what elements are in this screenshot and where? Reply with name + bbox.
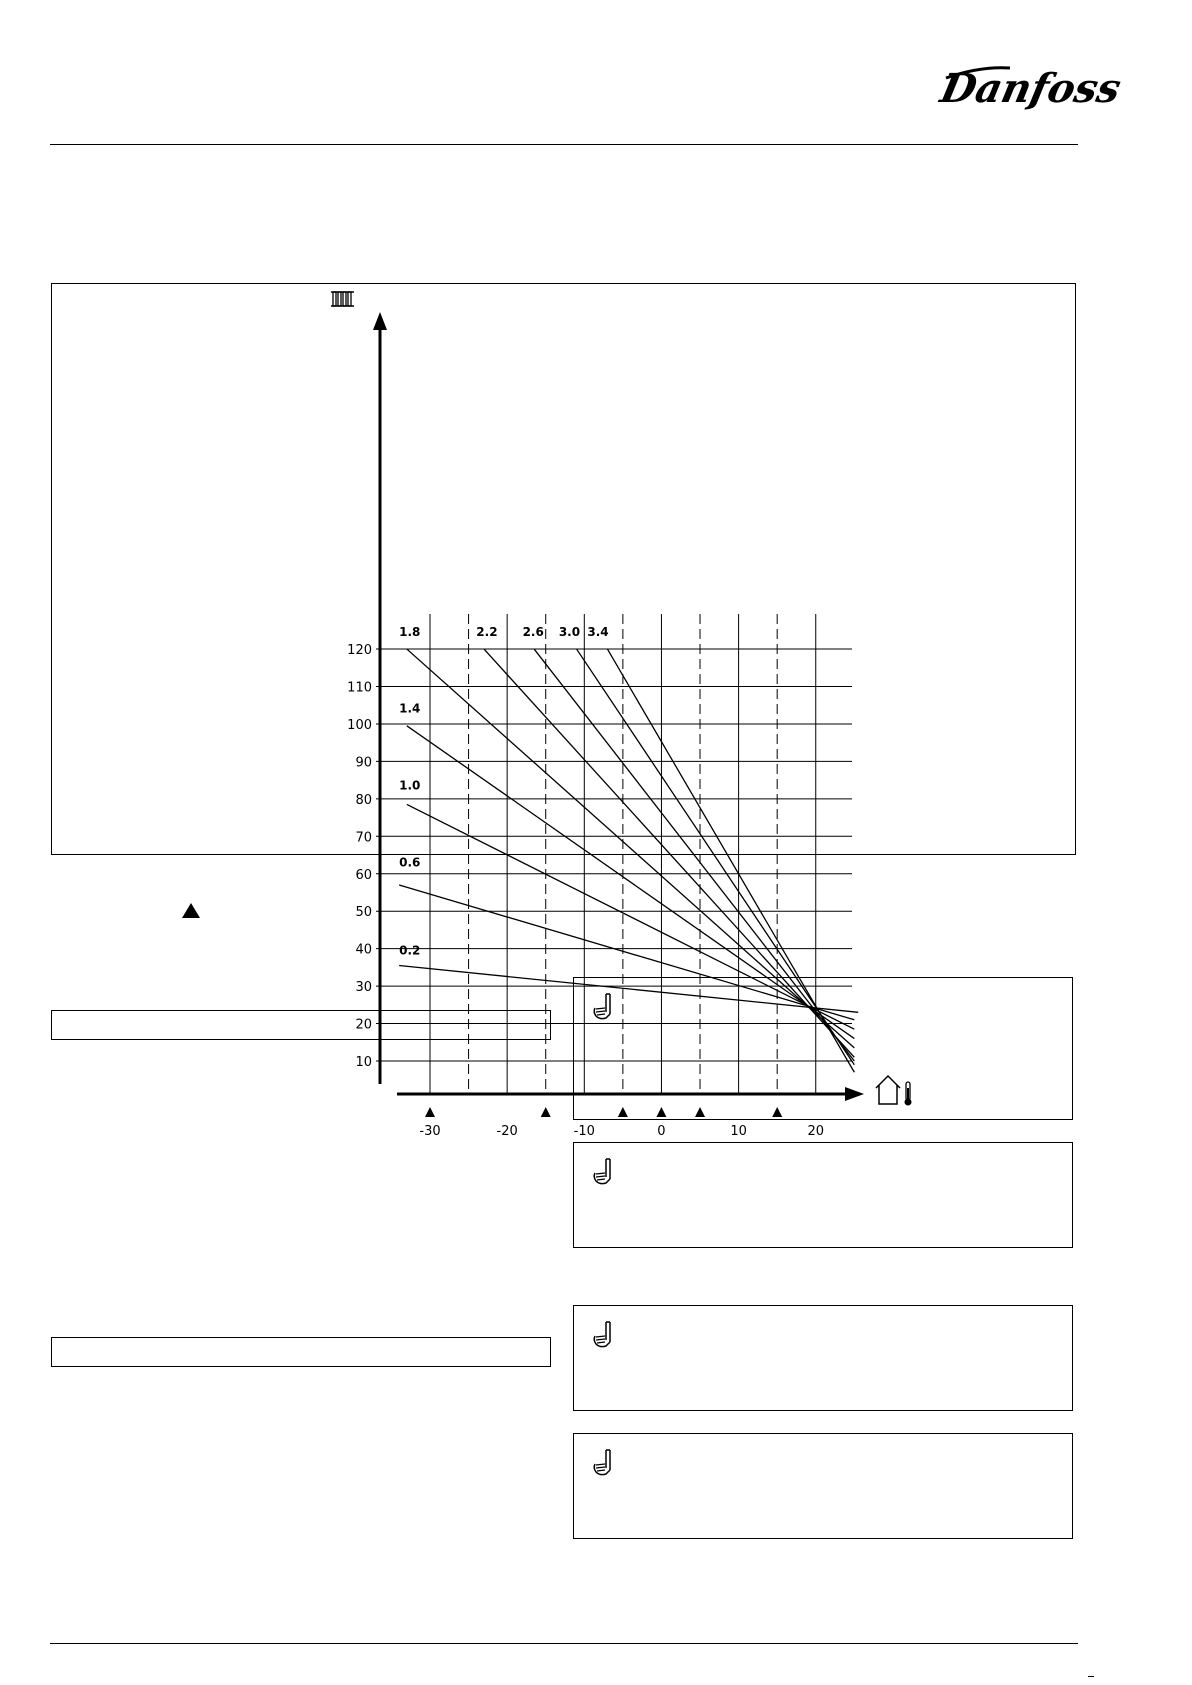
x-axis-marker (541, 1107, 551, 1117)
curve-label-1.4: 1.4 (399, 701, 421, 716)
pointing-hand-icon (592, 1448, 618, 1480)
section-header-box-2 (51, 1337, 551, 1367)
note-box-2 (573, 1142, 1073, 1248)
x-tick-label: 20 (807, 1124, 825, 1139)
y-tick-label: 60 (355, 867, 372, 883)
x-tick-label: -10 (573, 1124, 595, 1139)
heating-curve-chart (52, 284, 1077, 1139)
x-axis-marker (425, 1107, 435, 1117)
footer-mark (1088, 1676, 1094, 1677)
curve-label-3.0: 3.0 (558, 624, 581, 639)
y-tick-label: 120 (347, 643, 372, 659)
y-tick-label: 110 (347, 680, 372, 696)
curve-label-3.4: 3.4 (587, 624, 609, 639)
note-box-3 (573, 1305, 1073, 1411)
curve-label-0.2: 0.2 (399, 943, 421, 958)
logo-wordmark: Danfoss (936, 64, 1126, 112)
curve-label-2.2: 2.2 (476, 624, 498, 639)
y-tick-label: 100 (347, 717, 372, 733)
section-header-box-1 (51, 1010, 551, 1040)
curve-label-2.6: 2.6 (522, 624, 544, 639)
header-rule (50, 144, 1078, 145)
x-tick-label: 10 (730, 1124, 747, 1139)
footer-rule (50, 1643, 1078, 1644)
pointing-hand-icon (592, 1157, 618, 1189)
x-tick-label: -20 (496, 1124, 518, 1139)
y-tick-label: 70 (355, 830, 372, 846)
note-box-1 (573, 977, 1073, 1120)
x-tick-label: 0 (657, 1124, 666, 1139)
heating-curve-chart-frame (51, 283, 1076, 1139)
radiator-icon (331, 292, 354, 306)
y-tick-label: 80 (355, 792, 372, 808)
note-box-4 (573, 1433, 1073, 1539)
pointing-hand-icon (592, 992, 618, 1024)
x-tick-label: -30 (419, 1124, 441, 1139)
curve-label-0.6: 0.6 (399, 855, 421, 870)
y-tick-label: 20 (355, 1017, 372, 1033)
curve-label-1.0: 1.0 (399, 778, 421, 793)
danfoss-logo (936, 58, 1126, 123)
curve-label-1.8: 1.8 (399, 624, 421, 639)
y-tick-label: 90 (355, 755, 372, 771)
y-tick-label: 10 (355, 1055, 372, 1070)
y-axis-arrow (373, 312, 387, 330)
y-tick-label: 30 (355, 980, 372, 996)
pointing-hand-icon (592, 1320, 618, 1352)
triangle-marker-icon (182, 903, 200, 918)
y-tick-label: 50 (355, 905, 372, 921)
y-tick-label: 40 (355, 942, 372, 958)
